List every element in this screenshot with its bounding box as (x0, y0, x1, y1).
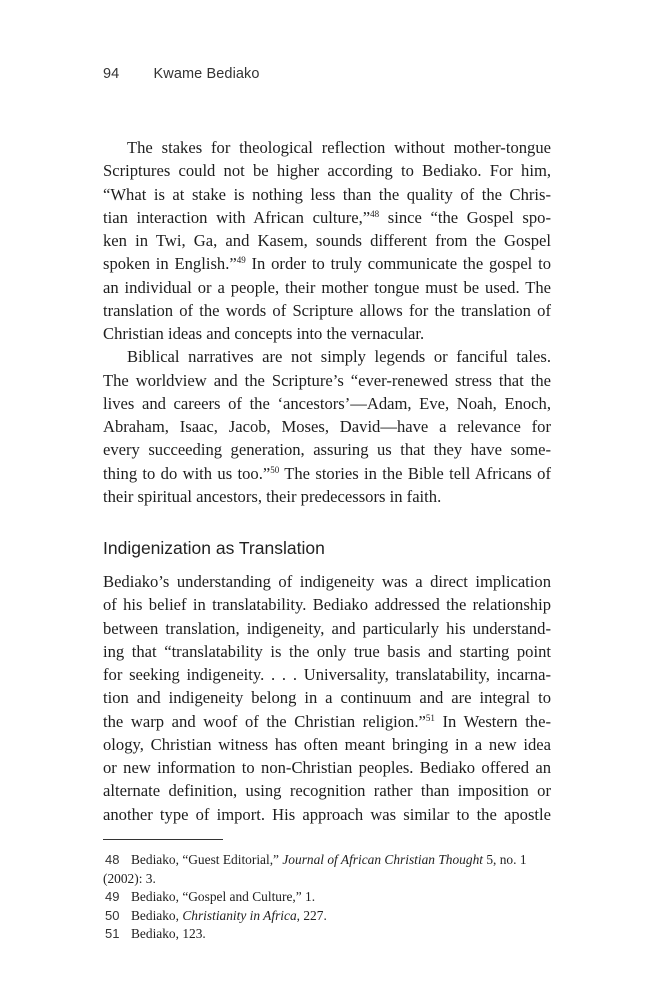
footnote-49 (103, 888, 551, 907)
text-line: The worldview and the Scripture’s “ever-renewed stress that the (103, 370, 551, 390)
text-line: tion and indigeneity belong in a continuum and are integral to (103, 688, 551, 708)
section-heading: Indigenization as Translation (103, 538, 325, 558)
text-line: translation of the words of Scripture allows for the translation of (103, 300, 551, 320)
text-line: ing that “translatability is the only true basis and starting point (103, 641, 551, 661)
footnote-48 (103, 851, 551, 870)
text-line: The stakes for theological reflection without mother-tongue (127, 138, 551, 157)
text-line: or new information to non-Christian peoples. Bediako offered an (103, 758, 551, 777)
text-line: ology, Christian witness has often meant bringing in a new idea (103, 734, 551, 754)
running-head-author: Kwame Bediako (153, 66, 260, 82)
footnote-number: 51 (105, 926, 120, 941)
text-line: another type of import. His approach was similar to the apostle (103, 804, 551, 824)
footnotes (103, 851, 551, 944)
footnote-text: Bediako, Christianity in Africa, 227. (131, 907, 327, 923)
text-line: for seeking indigeneity. . . . Universality, translatability, incarna- (103, 665, 551, 684)
text-line: Christian ideas and concepts into the vernacular. (103, 324, 425, 343)
footnote-text: Bediako, “Guest Editorial,” Journal of African Christian Thought 5, no. 1 (131, 852, 527, 867)
text-line: alternate definition, using recognition rather than imposition or (103, 781, 551, 801)
body-text-2 (103, 570, 551, 826)
text-line: between translation, indigeneity, and particularly his understand- (103, 618, 551, 638)
text-line: spoken in English.”$^{49}$ In order to truly communicate the gospel to (103, 254, 551, 274)
text-line: Bediako’s understanding of indigeneity was a direct implication (103, 572, 551, 591)
footnote-text: Bediako, “Gospel and Culture,” 1. (131, 889, 316, 904)
text-line: “What is at stake is nothing less than the quality of the Chris- (103, 184, 551, 204)
footnote-number: 48 (105, 852, 120, 867)
text-line: tian interaction with African culture,”$^{48}$ since “the Gospel spo- (103, 207, 551, 227)
body-text (103, 136, 551, 508)
footnote-number: 49 (105, 889, 120, 904)
footnote-ref: 48 (370, 208, 380, 219)
running-header (103, 66, 260, 82)
footnote-rule (103, 839, 223, 840)
footnote-text: Bediako, 123. (131, 926, 206, 941)
text-line: Abraham, Isaac, Jacob, Moses, David—have a relevance for (103, 417, 551, 436)
paragraph-2 (103, 345, 551, 508)
footnote-number: 50 (105, 907, 120, 923)
footnote-continuation: (2002): 3. (103, 870, 156, 886)
text-line: an individual or a people, their mother tongue must be used. The (103, 277, 551, 297)
footnote-ref: 49 (236, 255, 246, 266)
text-line: Scriptures could not be higher according to Bediako. For him, (103, 161, 551, 181)
text-line: ken in Twi, Ga, and Kasem, sounds different from the Gospel (103, 231, 551, 250)
text-line: thing to do with us too.”$^{50}$ The stories in the Bible tell Africans of (103, 463, 552, 483)
text-line: of his belief in translatability. Bediako addressed the relationship (103, 595, 551, 615)
footnote-ref: 50 (270, 464, 280, 475)
page-number: 94 (103, 66, 120, 82)
text-line: every succeeding generation, assuring us that they have some- (103, 440, 551, 460)
paragraph-1 (103, 136, 551, 345)
footnote-51 (103, 925, 551, 944)
footnote-50 (103, 907, 551, 926)
text-line: their spiritual ancestors, their predecessors in faith. (103, 486, 442, 506)
text-line: the warp and woof of the Christian religion.”$^{51}$ In Western the- (103, 711, 551, 731)
footnote-ref: 51 (425, 712, 435, 723)
text-line: lives and careers of the ‘ancestors’—Adam, Eve, Noah, Enoch, (103, 393, 551, 413)
text-line: Biblical narratives are not simply legends or fanciful tales. (127, 347, 551, 367)
paragraph-3 (103, 570, 551, 826)
